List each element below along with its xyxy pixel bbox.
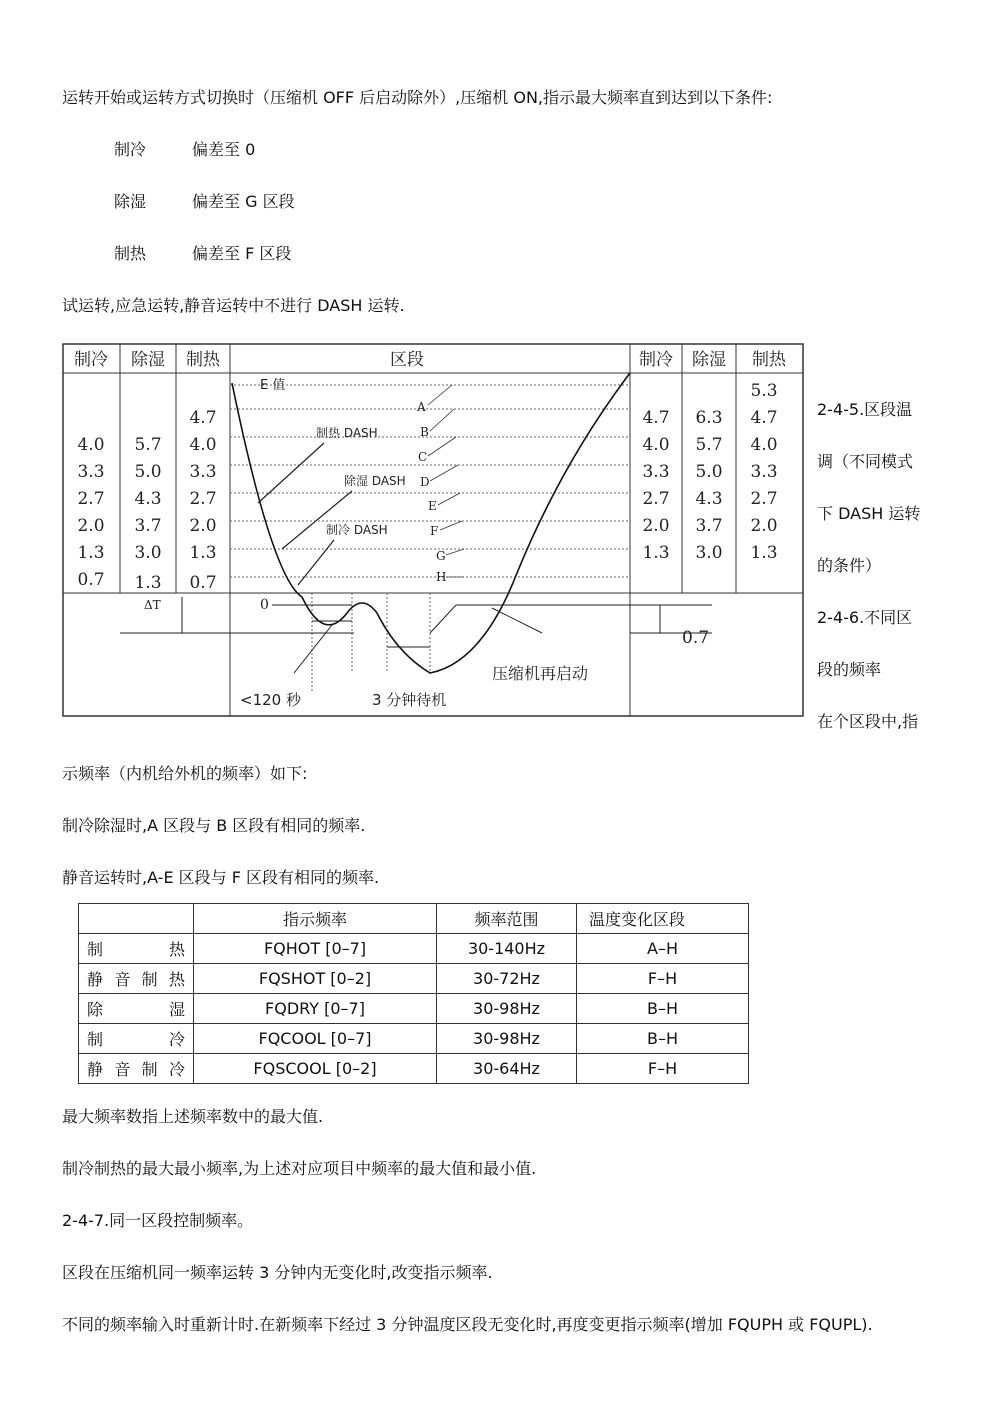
condition-target-heat: 偏差至 F 区段 (192, 244, 292, 263)
left-dry-value: 3.7 (134, 516, 162, 536)
left-dry-value: 4.3 (134, 489, 162, 509)
lt-120-label: <120 秒 (240, 691, 301, 709)
right-cool-value: 2.0 (642, 516, 670, 536)
e-value-label: E 值 (260, 378, 286, 393)
table-cell: 静音制热 (79, 964, 194, 994)
right-heat-value: 4.0 (750, 435, 778, 455)
restart-label: 压缩机再启动 (492, 664, 589, 683)
left-cool-value: 2.7 (77, 489, 105, 509)
left-dry-value: 5.7 (134, 435, 162, 455)
condition-target-dry: 偏差至 G 区段 (192, 192, 295, 211)
header-left-dry: 除湿 (131, 350, 165, 370)
table-cell: 除 湿 (79, 994, 194, 1024)
header-zone: 区段 (390, 350, 424, 370)
table-row (79, 964, 749, 994)
right-heat-value: 2.7 (750, 489, 778, 509)
table-cell: B–H (577, 994, 749, 1024)
header-left-heat: 制热 (186, 350, 220, 370)
table-cell: 制 冷 (79, 1024, 194, 1054)
right-cool-value: 4.7 (642, 408, 670, 428)
table-row (79, 994, 749, 1024)
table-cell: F–H (577, 964, 749, 994)
condition-mode-dry: 除湿 (114, 192, 147, 211)
dash-arrows (258, 443, 352, 585)
table-cell: FQHOT [0–7] (194, 934, 437, 964)
table-cell: 30-98Hz (437, 1024, 577, 1054)
dash-label-heat: 制热 DASH (316, 426, 378, 440)
zone-letter: A (417, 400, 426, 414)
table-row (79, 934, 749, 964)
zone-letter: B (420, 425, 429, 439)
table-cell: 30-72Hz (437, 964, 577, 994)
right-values (642, 381, 777, 563)
note-quiet: 静音运转时,A-E 区段与 F 区段有相同的频率. (62, 868, 380, 887)
zone-letter: C (418, 450, 428, 464)
zone-letter: D (420, 475, 430, 489)
table-cell: B–H (577, 1024, 749, 1054)
closing-text: 不同的频率输入时重新计时.在新频率下经过 3 分钟温度区段无变化时,再度变更指示频率(增加 FQUPH 或 FQUPL). (62, 1315, 873, 1334)
zone-letter: F (430, 524, 439, 538)
right-dry-value: 3.0 (695, 543, 723, 563)
left-heat-value: 1.3 (189, 543, 217, 563)
side-line: 2-4-5.区段温 (817, 400, 913, 419)
header-left-cool: 制冷 (74, 350, 108, 370)
table-header: 温度变化区段 (577, 904, 749, 934)
side-line: 调（不同模式 (817, 452, 914, 471)
right-cool-value: 3.3 (642, 462, 670, 482)
left-heat-value: 0.7 (189, 573, 217, 593)
header-right-heat: 制热 (752, 350, 786, 370)
table-cell: FQCOOL [0–7] (194, 1024, 437, 1054)
closing-text: 制冷制热的最大最小频率,为上述对应项目中频率的最大值和最小值. (62, 1159, 537, 1178)
right-dry-value: 3.7 (695, 516, 723, 536)
table-cell: 30-98Hz (437, 994, 577, 1024)
left-heat-value: 4.7 (189, 408, 217, 428)
section-heading-2-4-7: 2-4-7.同一区段控制频率。 (62, 1211, 254, 1230)
table-cell: 静音制冷 (79, 1054, 194, 1084)
table-cell: FQDRY [0–7] (194, 994, 437, 1024)
dash-note: 试运转,应急运转,静音运转中不进行 DASH 运转. (62, 296, 405, 315)
right-dry-value: 5.7 (695, 435, 723, 455)
right-heat-value: 1.3 (750, 543, 778, 563)
standby-label: 3 分钟待机 (372, 691, 447, 709)
right-delta-label: 0.7 (682, 628, 710, 648)
condition-target-cool: 偏差至 0 (192, 140, 256, 159)
delta-t-label: ΔT (144, 598, 161, 612)
side-line: 的条件） (817, 556, 882, 575)
table-header: 指示频率 (194, 904, 437, 934)
zero-label: 0 (260, 597, 269, 613)
right-heat-value: 4.7 (750, 408, 778, 428)
closing-text: 最大频率数指上述频率数中的最大值. (62, 1107, 324, 1126)
table-row (79, 1054, 749, 1084)
header-right-cool: 制冷 (639, 350, 673, 370)
right-dry-value: 6.3 (695, 408, 723, 428)
zone-letter: H (436, 570, 447, 584)
zone-diagram (62, 343, 804, 720)
table-cell: FQSCOOL [0–2] (194, 1054, 437, 1084)
right-cool-value: 4.0 (642, 435, 670, 455)
table-header-row (79, 904, 749, 934)
side-line: 下 DASH 运转 (817, 504, 921, 523)
table-cell: 制 热 (79, 934, 194, 964)
table-cell: A–H (577, 934, 749, 964)
table-cell: F–H (577, 1054, 749, 1084)
right-cool-value: 1.3 (642, 543, 670, 563)
left-heat-value: 4.0 (189, 435, 217, 455)
side-line: 在个区段中,指 (817, 712, 919, 731)
left-heat-value: 2.7 (189, 489, 217, 509)
left-cool-value: 0.7 (77, 570, 105, 590)
note-ab: 制冷除湿时,A 区段与 B 区段有相同的频率. (62, 816, 366, 835)
zone-leader-lines (428, 385, 464, 577)
condition-mode-cool: 制冷 (114, 140, 147, 159)
table-header (79, 904, 194, 934)
left-heat-value: 3.3 (189, 462, 217, 482)
left-cool-value: 3.3 (77, 462, 105, 482)
dash-label-dry: 除湿 DASH (344, 474, 406, 488)
left-dry-value: 5.0 (134, 462, 162, 482)
closing-text: 区段在压缩机同一频率运转 3 分钟内无变化时,改变指示频率. (62, 1263, 493, 1282)
left-heat-value: 2.0 (189, 516, 217, 536)
left-dry-value: 1.3 (134, 573, 162, 593)
left-values (77, 408, 216, 593)
zone-letters (416, 400, 446, 584)
right-dry-value: 5.0 (695, 462, 723, 482)
intro-text: 运转开始或运转方式切换时（压缩机 OFF 后启动除外）,压缩机 ON,指示最大频率直到达到以下条件: (62, 88, 773, 107)
right-heat-value: 5.3 (750, 381, 778, 401)
left-cool-value: 4.0 (77, 435, 105, 455)
zone-letter: G (436, 549, 446, 563)
right-heat-value: 3.3 (750, 462, 778, 482)
frequency-table (78, 903, 749, 1084)
right-cool-value: 2.7 (642, 489, 670, 509)
right-dry-value: 4.3 (695, 489, 723, 509)
side-line: 2-4-6.不同区 (817, 608, 913, 627)
condition-mode-heat: 制热 (114, 244, 147, 263)
left-cool-value: 1.3 (77, 543, 105, 563)
zone-letter: E (428, 499, 437, 513)
left-cool-value: 2.0 (77, 516, 105, 536)
dash-label-cool: 制冷 DASH (326, 523, 388, 537)
header-right-dry: 除湿 (692, 350, 726, 370)
table-cell: 30-64Hz (437, 1054, 577, 1084)
after-figure-text: 示频率（内机给外机的频率）如下: (62, 764, 308, 783)
right-heat-value: 2.0 (750, 516, 778, 536)
side-line: 段的频率 (817, 660, 882, 679)
left-dry-value: 3.0 (134, 543, 162, 563)
table-row (79, 1024, 749, 1054)
temperature-curve (232, 373, 630, 673)
table-cell: 30-140Hz (437, 934, 577, 964)
table-cell: FQSHOT [0–2] (194, 964, 437, 994)
table-header: 频率范围 (437, 904, 577, 934)
